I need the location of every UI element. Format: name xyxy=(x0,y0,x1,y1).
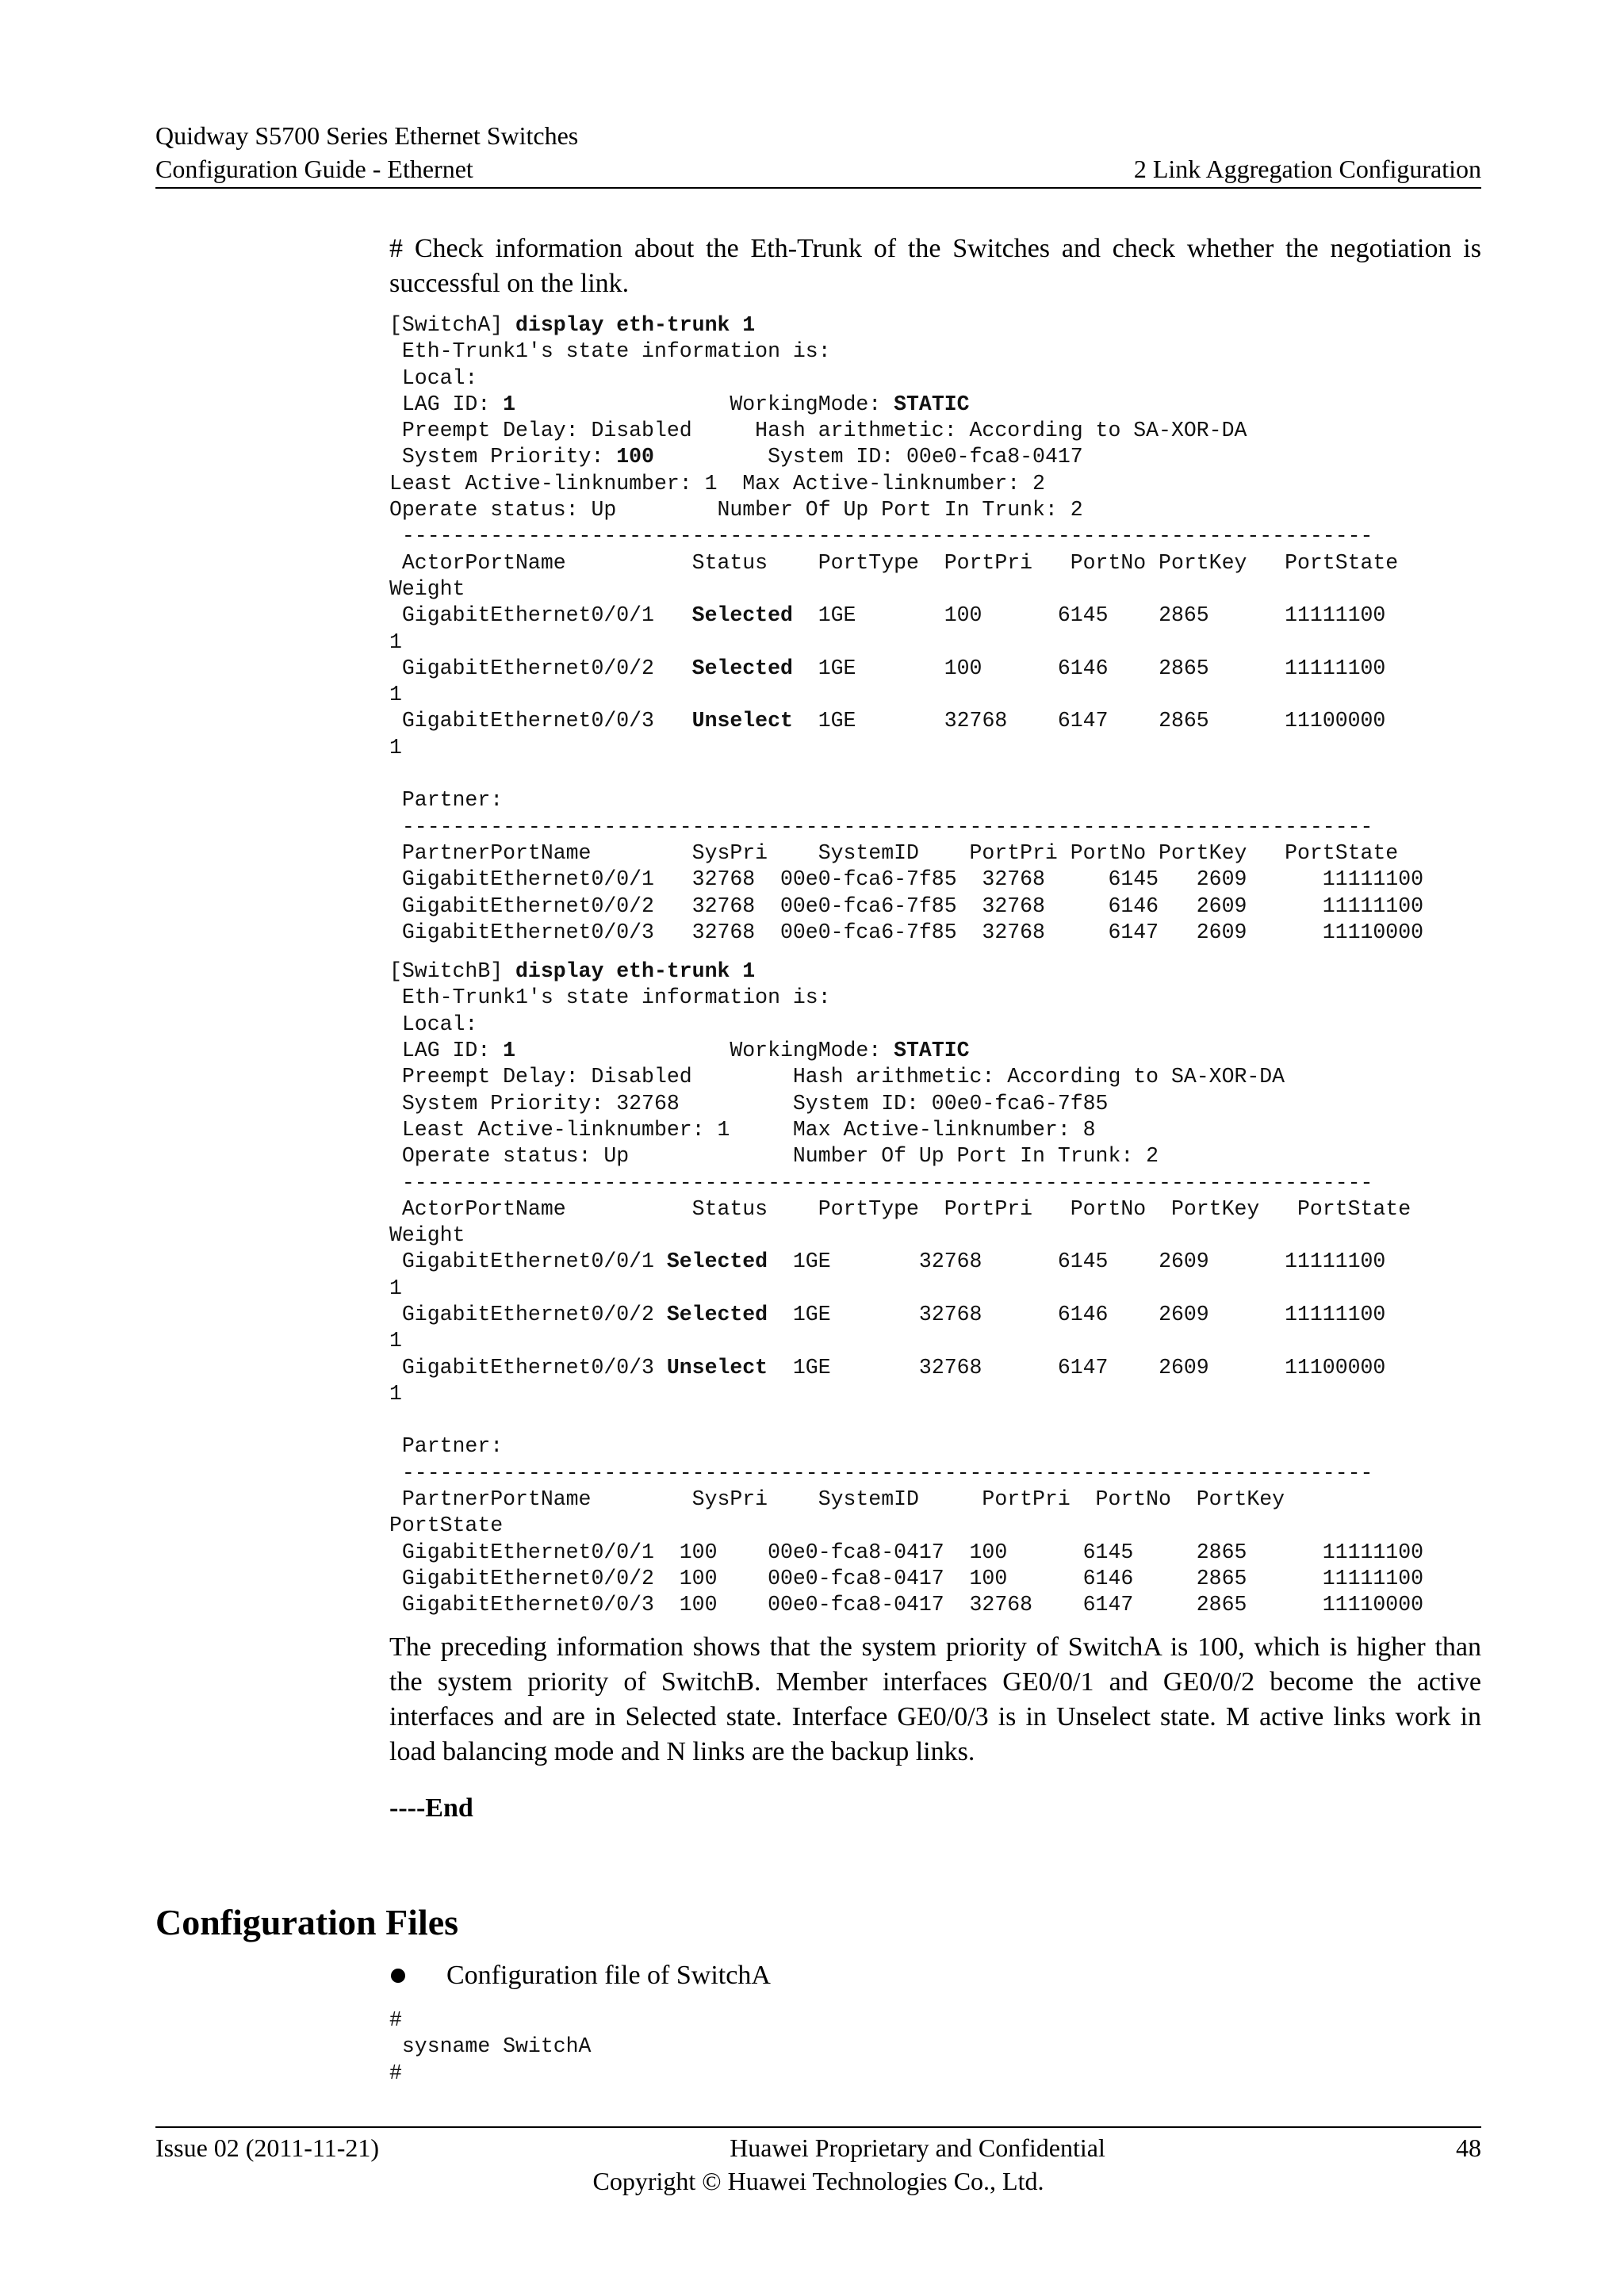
switch-b-line: LAG ID: xyxy=(389,1039,504,1063)
switch-a-line: Local: xyxy=(389,365,478,390)
switch-a-port-status: Selected xyxy=(691,656,793,680)
bullet-label: Configuration file of SwitchA xyxy=(446,1961,771,1990)
intro-paragraph: # Check information about the Eth-Trunk of the Switches and check whether the negotiation is successful on the link. xyxy=(389,234,1481,298)
bullet-icon xyxy=(391,1969,405,1983)
header-chapter: 2 Link Aggregation Configuration xyxy=(1133,155,1481,183)
switch-b-port-values: 1GE 32768 6145 2609 11111100 xyxy=(768,1249,1386,1274)
switch-b-line: Least Active-linknumber: 1 Max Active-linknumber: 8 xyxy=(389,1117,1096,1142)
switch-b-port-weight: 1 xyxy=(389,1276,402,1300)
switch-a-line: Operate status: Up Number Of Up Port In Trunk: 2 xyxy=(389,498,1083,522)
footer-page-number: 48 xyxy=(1456,2133,1481,2162)
main-content xyxy=(389,232,1481,1823)
switch-a-port-name: GigabitEthernet0/0/2 xyxy=(389,656,692,680)
switch-a-port-weight: 1 xyxy=(389,735,402,760)
switch-b-port-values: 1GE 32768 6147 2609 11100000 xyxy=(768,1355,1386,1380)
header-row xyxy=(155,152,1481,186)
switch-b-line: WorkingMode: xyxy=(515,1039,894,1063)
switch-b-port-status: Selected xyxy=(666,1249,768,1274)
page-footer xyxy=(155,2126,1481,2198)
switch-a-partner-line: ----------------------------------------------------------------------------- xyxy=(389,814,1373,839)
switch-a-line: Weight xyxy=(389,576,465,601)
conclusion-paragraph: The preceding information shows that the system priority of SwitchA is 100, which is higher than the system priority of SwitchB. Member interfaces GE0/0/1 and GE0/0/2 become the active interfaces and are in Selected state. Interface GE0/0/3 is in Unselect state. M active links work in load balancing mode and N links are the backup links. xyxy=(389,1632,1481,1766)
switch-b-line: Preempt Delay: Disabled Hash arithmetic: According to SA-XOR-DA xyxy=(389,1065,1285,1089)
switch-a-line: Eth-Trunk1's state information is: xyxy=(389,339,831,364)
switch-a-line: ----------------------------------------------------------------------------- xyxy=(389,524,1373,549)
switch-b-port-values: 1GE 32768 6146 2609 11111100 xyxy=(768,1302,1386,1326)
end-mark: ----End xyxy=(389,1793,473,1823)
footer-issue: Issue 02 (2011-11-21) xyxy=(155,2133,380,2162)
switch-b-partner-line: GigabitEthernet0/0/3 100 00e0-fca8-0417 32768 6147 2865 11110000 xyxy=(389,1593,1424,1617)
header-guide: Configuration Guide - Ethernet xyxy=(155,155,473,183)
switch-b-prompt: [SwitchB] xyxy=(389,959,516,984)
switch-a-partner-line: GigabitEthernet0/0/2 32768 00e0-fca6-7f85 32768 6146 2609 11111100 xyxy=(389,894,1424,918)
switch-b-port-name: GigabitEthernet0/0/3 xyxy=(389,1355,667,1380)
footer-row xyxy=(155,2131,1481,2164)
footer-copyright: Copyright © Huawei Technologies Co., Ltd. xyxy=(592,2167,1044,2195)
switch-b-port-weight: 1 xyxy=(389,1329,402,1353)
switch-a-line: System ID: 00e0-fca8-0417 xyxy=(653,445,1083,469)
switch-a-port-status: Unselect xyxy=(691,709,793,733)
switch-b-partner-line: PartnerPortName SysPri SystemID PortPri PortNo PortKey xyxy=(389,1487,1285,1512)
switch-b-port-name: GigabitEthernet0/0/2 xyxy=(389,1302,667,1326)
switch-a-line: LAG ID: xyxy=(389,392,504,416)
switch-a-line: Least Active-linknumber: 1 Max Active-linknumber: 2 xyxy=(389,471,1045,496)
switch-a-system-priority: 100 xyxy=(616,445,654,469)
switch-a-port-name: GigabitEthernet0/0/3 xyxy=(389,709,692,733)
config-file-code xyxy=(389,2007,591,2087)
switch-b-line: System Priority: 32768 System ID: 00e0-fca6-7f85 xyxy=(389,1091,1109,1115)
switch-a-line: ActorPortName Status PortType PortPri PortNo PortKey PortState xyxy=(389,550,1399,575)
switch-b-command: display eth-trunk 1 xyxy=(515,959,756,984)
switch-a-line: WorkingMode: xyxy=(515,392,894,416)
switch-b-output xyxy=(389,959,1481,1618)
switch-a-port-weight: 1 xyxy=(389,683,402,707)
switch-b-port-status: Selected xyxy=(666,1302,768,1326)
page-header xyxy=(155,119,1481,189)
switch-a-port-values: 1GE 100 6146 2865 11111100 xyxy=(792,656,1386,680)
switch-a-partner-line: PartnerPortName SysPri SystemID PortPri PortNo PortKey PortState xyxy=(389,840,1399,865)
switch-b-partner-line: GigabitEthernet0/0/2 100 00e0-fca8-0417 100 6146 2865 11111100 xyxy=(389,1566,1424,1590)
switch-b-partner-line: ----------------------------------------------------------------------------- xyxy=(389,1460,1373,1485)
switch-b-partner-line: PortState xyxy=(389,1513,504,1538)
switch-a-lag-id: 1 xyxy=(503,392,516,416)
switch-b-line: ----------------------------------------------------------------------------- xyxy=(389,1170,1373,1195)
config-line: sysname SwitchA xyxy=(389,2034,592,2059)
switch-a-line: System Priority: xyxy=(389,445,617,469)
switch-a-port-values: 1GE 32768 6147 2865 11100000 xyxy=(792,709,1386,733)
switch-a-partner-line: Partner: xyxy=(389,788,504,813)
switch-b-port-name: GigabitEthernet0/0/1 xyxy=(389,1249,667,1274)
switch-b-line: Weight xyxy=(389,1223,465,1248)
bullet-item xyxy=(389,1958,771,1993)
config-line: # xyxy=(389,2061,402,2085)
switch-a-output xyxy=(389,312,1481,946)
switch-b-line: ActorPortName Status PortType PortPri PortNo PortKey PortState xyxy=(389,1196,1411,1221)
switch-a-port-values: 1GE 100 6145 2865 11111100 xyxy=(792,603,1386,628)
switch-b-line: Eth-Trunk1's state information is: xyxy=(389,985,831,1010)
footer-confidential: Huawei Proprietary and Confidential xyxy=(730,2133,1105,2162)
switch-a-port-name: GigabitEthernet0/0/1 xyxy=(389,603,692,628)
switch-b-line: Local: xyxy=(389,1012,478,1036)
switch-a-command: display eth-trunk 1 xyxy=(515,313,756,337)
switch-b-partner-line: Partner: xyxy=(389,1434,504,1459)
switch-b-working-mode: STATIC xyxy=(894,1039,970,1063)
switch-a-line: Preempt Delay: Disabled Hash arithmetic: According to SA-XOR-DA xyxy=(389,419,1247,443)
switch-a-partner-line: GigabitEthernet0/0/3 32768 00e0-fca6-7f85 32768 6147 2609 11110000 xyxy=(389,920,1424,944)
switch-a-working-mode: STATIC xyxy=(894,392,970,416)
switch-b-lag-id: 1 xyxy=(503,1039,516,1063)
section-title: Configuration Files xyxy=(155,1902,459,1942)
switch-b-port-status: Unselect xyxy=(666,1355,768,1380)
switch-b-line: Operate status: Up Number Of Up Port In Trunk: 2 xyxy=(389,1144,1159,1169)
switch-a-port-weight: 1 xyxy=(389,629,402,654)
switch-b-port-weight: 1 xyxy=(389,1381,402,1406)
config-line: # xyxy=(389,2008,402,2032)
switch-a-partner-line: GigabitEthernet0/0/1 32768 00e0-fca6-7f85 32768 6145 2609 11111100 xyxy=(389,867,1424,892)
switch-b-partner-line: GigabitEthernet0/0/1 100 00e0-fca8-0417 100 6145 2865 11111100 xyxy=(389,1540,1424,1564)
switch-a-prompt: [SwitchA] xyxy=(389,313,516,337)
switch-a-port-status: Selected xyxy=(691,603,793,628)
header-product: Quidway S5700 Series Ethernet Switches xyxy=(155,121,579,150)
